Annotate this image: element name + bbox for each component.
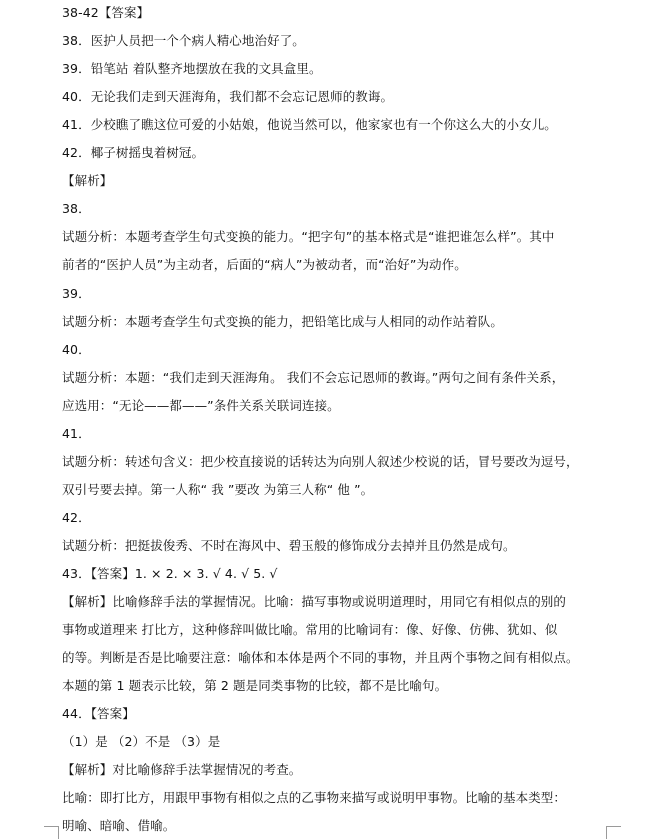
analysis-39-line-1: 试题分析：本题考查学生句式变换的能力，把铅笔比成与人相同的动作站着队。	[62, 314, 504, 329]
analysis-40-line-2: 应选用：“无论——都——”条件关系关联词连接。	[62, 398, 340, 413]
analysis-43-line-1: 【解析】比喻修辞手法的掌握情况。比喻：描写事物或说明道理时，用同它有相似点的别的	[62, 594, 567, 609]
analysis-40-line-1: 试题分析：本题：“我们走到天涯海角。 我们不会忘记恩师的教诲。”两句之间有条件关系，	[62, 370, 565, 385]
answer-40: 40．无论我们走到天涯海角，我们都不会忘记恩师的教诲。	[62, 89, 394, 104]
analysis-44-line-3: 明喻、暗喻、借喻。	[62, 818, 176, 833]
answer-44-header: 44．【答案】	[62, 706, 135, 721]
analysis-number-38: 38．	[62, 201, 91, 216]
answer-43: 43．【答案】1. × 2. × 3. √ 4. √ 5. √	[62, 566, 278, 581]
analysis-42-line-1: 试题分析：把挺拔俊秀、不时在海风中、碧玉般的修饰成分去掉并且仍然是成句。	[62, 538, 516, 553]
analysis-41-line-2: 双引号要去掉。第一人称“ 我 ”要改 为第三人称“ 他 ”。	[62, 482, 374, 497]
analysis-38-line-1: 试题分析：本题考查学生句式变换的能力。“把字句”的基本格式是“谁把谁怎么样”。其中	[62, 229, 555, 244]
answer-39: 39．铅笔站 着队整齐地摆放在我的文具盒里。	[62, 61, 322, 76]
analysis-number-41: 41．	[62, 426, 91, 441]
analysis-38-line-2: 前者的“医护人员”为主动者，后面的“病人”为被动者，而“治好”为动作。	[62, 257, 467, 272]
analysis-number-42: 42．	[62, 510, 91, 525]
analysis-43-line-4: 本题的第 1 题表示比较，第 2 题是同类事物的比较，都不是比喻句。	[62, 678, 448, 693]
analysis-44-line-2: 比喻：即打比方，用跟甲事物有相似之点的乙事物来描写或说明甲事物。比喻的基本类型：	[62, 790, 567, 805]
analysis-header: 【解析】	[62, 173, 113, 188]
analysis-41-line-1: 试题分析：转述句含义：把少校直接说的话转达为向别人叙述少校说的话，冒号要改为逗号，	[62, 454, 579, 469]
answer-44-values: （1）是 （2）不是 （3）是	[62, 734, 221, 749]
answer-41: 41．少校瞧了瞧这位可爱的小姑娘，他说当然可以，他家家也有一个你这么大的小女儿。	[62, 117, 557, 132]
answer-38: 38．医护人员把一个个病人精心地治好了。	[62, 33, 305, 48]
answer-42: 42．椰子树摇曳着树冠。	[62, 145, 205, 160]
page-corner-mark-right	[606, 826, 621, 839]
page-corner-mark-left	[44, 826, 59, 839]
analysis-number-39: 39．	[62, 286, 91, 301]
analysis-43-line-2: 事物或道理来 打比方，这种修辞叫做比喻。常用的比喻词有：像、好像、仿佛、犹如、似	[62, 622, 558, 637]
answer-header-38-42: 38-42【答案】	[62, 5, 150, 20]
analysis-number-40: 40．	[62, 342, 91, 357]
analysis-43-line-3: 的等。判断是否是比喻要注意：喻体和本体是两个不同的事物，并且两个事物之间有相似点。	[62, 650, 579, 665]
analysis-44-line-1: 【解析】对比喻修辞手法掌握情况的考查。	[62, 762, 302, 777]
